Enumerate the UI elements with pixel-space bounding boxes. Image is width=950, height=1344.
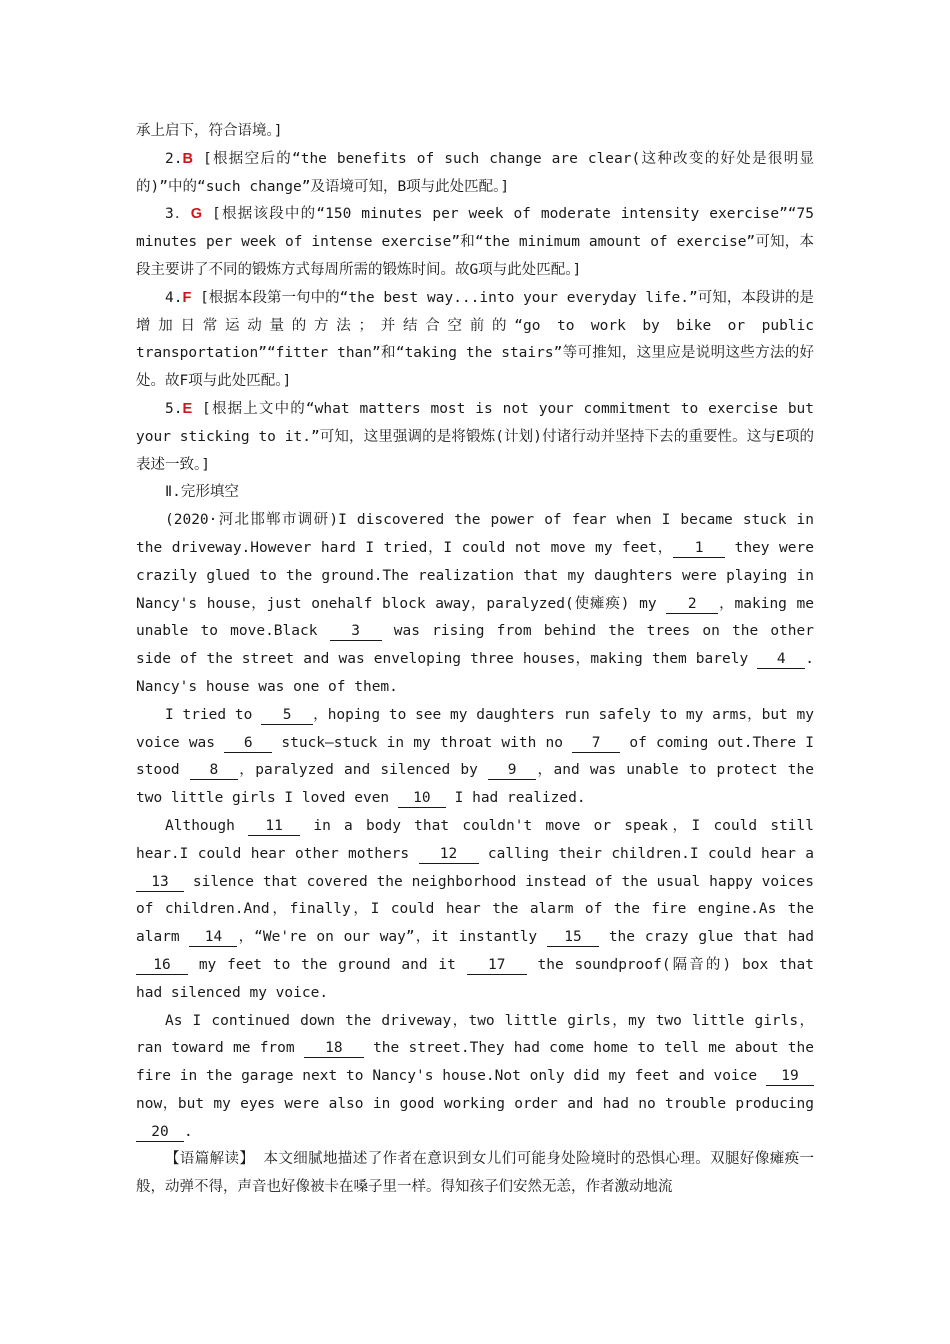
passage-text: the crazy glue that had (599, 929, 815, 946)
answer-letter: F (182, 289, 192, 306)
cloze-blank-9: 9 (488, 761, 536, 780)
cloze-blank-15: 15 (547, 928, 599, 947)
answer-explanation: [根据本段第一句中的“the best way...into your everyday life.”可知，本段讲的是增加日常运动量的方法；并结合空前的“go to work by bike or public transportation”“fitter than”和“taking the stairs”等可推知，这里应是说明这些方法的好处。故F项与此处匹配。] (136, 289, 814, 390)
answer-number: 2. (165, 150, 183, 167)
document-page (136, 118, 814, 1202)
cloze-blank-10: 10 (398, 789, 446, 808)
answer-number: 5. (165, 400, 183, 417)
passage-text: of coming out.There I stood (136, 734, 814, 779)
answer-1-tail: 承上启下，符合语境。] (136, 123, 283, 139)
answer-number: 3． (165, 206, 191, 223)
cloze-blank-17: 17 (467, 956, 527, 975)
cloze-blank-16: 16 (136, 956, 188, 975)
passage-text: now，but my eyes were also in good working order and had no trouble producing (136, 1095, 814, 1112)
passage-text: my feet to the ground and it (188, 956, 467, 973)
cloze-blank-4: 4 (757, 650, 805, 669)
passage-paragraph-2 (136, 702, 814, 813)
passage-text: ，“We're on our way”，it instantly (237, 929, 547, 946)
passage-text: silence that covered the neighborhood instead of the usual happy voices of children.And，finally，I could hear the alarm of the fire engine.As the alarm (136, 873, 814, 946)
cloze-blank-5: 5 (261, 706, 313, 725)
answer-5 (136, 396, 814, 479)
passage-text: in a body that couldn't move or speak，I could still hear.I could hear other mothers (136, 817, 814, 862)
cloze-blank-12: 12 (419, 845, 479, 864)
answer-explanation: [根据该段中的“150 minutes per week of moderate intensity exercise”“75 minutes per week of intense exercise”和“the minimum amount of exercise”可知，本段主要讲了不同的锻炼方式每周所需的锻炼时间。故G项与此处匹配。] (136, 206, 814, 278)
passage-text: I had realized. (445, 790, 586, 807)
cloze-blank-3: 3 (330, 622, 382, 641)
passage-text: was rising from behind the trees on the other side of the street and was enveloping three houses，making them barely (136, 623, 814, 668)
cloze-blank-14: 14 (189, 928, 237, 947)
passage-text: the street.They had come home to tell me about the fire in the garage next to Nancy's house.Not only did my feet and voice (136, 1040, 814, 1085)
passage-text: (2020·河北邯郸市调研)I discovered the power of fear when I became stuck in the driveway.However hard I tried，I could not move my feet， (136, 512, 814, 556)
passage-text: the soundproof(隔音的) box that had silenced my voice. (136, 956, 814, 1001)
cloze-blank-6: 6 (224, 734, 272, 753)
section-heading: Ⅱ.完形填空 (165, 484, 239, 501)
passage-text: calling their children.I could hear a (478, 845, 814, 862)
answer-letter: E (182, 400, 193, 417)
cloze-blank-19: 19 (766, 1067, 814, 1086)
answer-2 (136, 146, 814, 202)
passage-text: they were crazily glued to the ground.The realization that my daughters were playing in Nancy's house，just onehalf block away，paralyzed(使瘫痪) my (136, 539, 814, 612)
cloze-blank-2: 2 (666, 595, 718, 614)
passage-text: ，paralyzed and silenced by (237, 762, 489, 779)
passage-text: Although (165, 817, 249, 834)
answer-explanation: [根据空后的“the benefits of such change are clear(这种改变的好处是很明显的)”中的“such change”及语境可知，B项与此处匹配。] (136, 150, 814, 195)
passage-paragraph-4 (136, 1008, 814, 1147)
passage-text: ，and was unable to protect the two little girls I loved even (136, 762, 814, 807)
cloze-blank-13: 13 (136, 873, 184, 892)
cloze-blank-18: 18 (304, 1039, 364, 1058)
cloze-blank-1: 1 (673, 539, 725, 558)
analysis-text: 本文细腻地描述了作者在意识到女儿们可能身处险境时的恐惧心理。双腿好像瘫痪一般，动弹不得，声音也好像被卡在嗓子里一样。得知孩子们安然无恙，作者激动地流 (136, 1151, 814, 1196)
analysis-label: 【语篇解读】 (165, 1151, 255, 1168)
passage-text: ，making me unable to move.Black (136, 595, 815, 640)
passage-paragraph-1 (136, 507, 814, 702)
answer-explanation: [根据上文中的“what matters most is not your commitment to exercise but your sticking to it.”可知，这里强调的是将锻炼(计划)付诸行动并坚持下去的重要性。这与E项的表述一致。] (136, 400, 815, 473)
answer-letter: B (182, 150, 193, 167)
passage-paragraph-3 (136, 813, 814, 1008)
passage-text: ，hoping to see my daughters run safely to my arms，but my voice was (136, 706, 815, 751)
passage-text: stuck—stuck in my throat with no (272, 734, 573, 751)
answer-number: 4. (165, 289, 183, 306)
answer-letter: G (190, 206, 202, 223)
answer-3 (136, 201, 814, 284)
passage-text: . (184, 1123, 193, 1140)
passage-analysis (136, 1146, 814, 1202)
passage-text: I tried to (165, 706, 262, 723)
cloze-blank-7: 7 (572, 734, 620, 753)
passage-text: . Nancy's house was one of them. (136, 651, 814, 695)
cloze-blank-20: 20 (136, 1123, 184, 1142)
answer-4 (136, 285, 814, 396)
cloze-blank-11: 11 (248, 817, 300, 836)
cloze-blank-8: 8 (190, 761, 238, 780)
passage-text: As I continued down the driveway，two little girls，my two little girls，ran toward me from (136, 1012, 814, 1057)
